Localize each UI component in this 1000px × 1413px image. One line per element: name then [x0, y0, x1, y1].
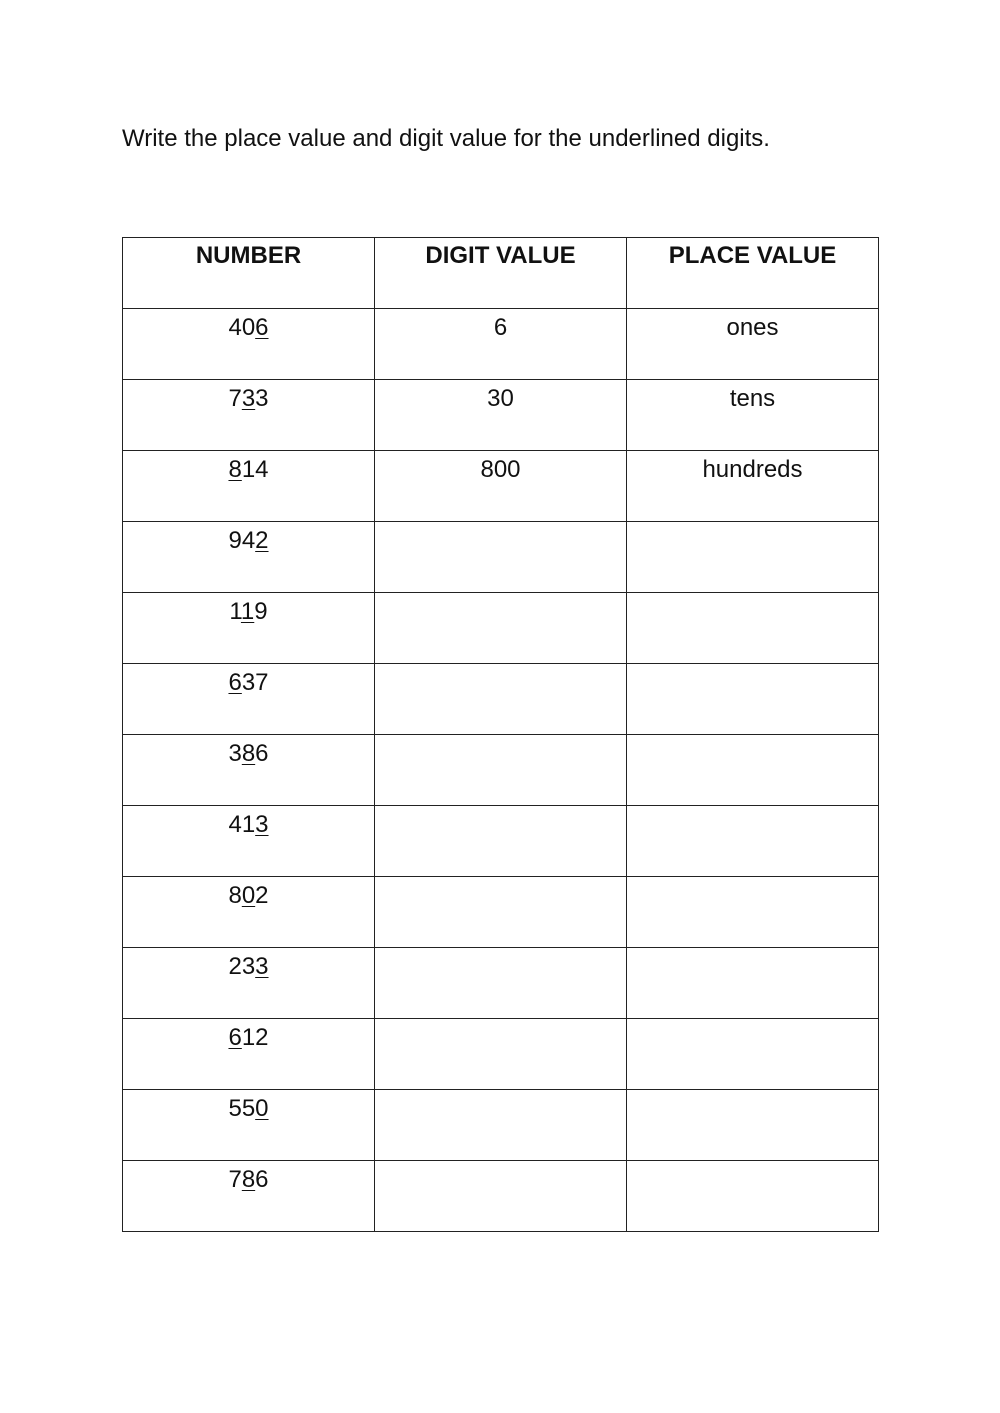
digit-value-text: 800 — [480, 456, 521, 483]
number-digits-after: 9 — [254, 598, 268, 625]
number-digits-before: 55 — [228, 1095, 256, 1122]
underlined-digit: 3 — [241, 385, 256, 412]
underlined-digit: 8 — [241, 1166, 256, 1193]
place-value-cell[interactable] — [627, 380, 879, 451]
number-digits-after: 12 — [241, 1024, 269, 1051]
table-row — [123, 806, 879, 877]
underlined-digit: 0 — [255, 1095, 269, 1122]
number-digits-before: 7 — [228, 385, 242, 412]
place-value-cell[interactable] — [627, 877, 879, 948]
underlined-digit: 1 — [240, 598, 255, 625]
number-text — [228, 1090, 268, 1121]
number-cell — [123, 522, 375, 593]
digit-value-text: 6 — [493, 314, 508, 341]
number-digits-before: 41 — [228, 811, 256, 838]
number-text — [228, 735, 268, 766]
number-text — [228, 451, 268, 482]
number-text — [228, 309, 268, 340]
digit-value-cell[interactable] — [375, 1161, 627, 1232]
number-digits-before: 23 — [228, 953, 256, 980]
number-cell — [123, 806, 375, 877]
digit-value-cell[interactable] — [375, 735, 627, 806]
number-digits-after: 6 — [255, 1166, 269, 1193]
table-row — [123, 1019, 879, 1090]
table-row — [123, 309, 879, 380]
number-digits-after: 14 — [241, 456, 269, 483]
table-row — [123, 380, 879, 451]
place-value-cell[interactable] — [627, 1090, 879, 1161]
number-text — [228, 1019, 268, 1050]
number-cell — [123, 380, 375, 451]
place-value-text: ones — [726, 314, 779, 341]
number-digits-before: 94 — [228, 527, 256, 554]
number-cell — [123, 1090, 375, 1161]
digit-value-cell[interactable] — [375, 948, 627, 1019]
underlined-digit: 2 — [255, 527, 269, 554]
place-value-cell[interactable] — [627, 948, 879, 1019]
number-cell — [123, 309, 375, 380]
place-value-cell[interactable] — [627, 806, 879, 877]
underlined-digit: 8 — [228, 456, 242, 483]
number-text — [228, 380, 268, 411]
header-digit-value: DIGIT VALUE — [375, 238, 627, 309]
number-cell — [123, 1019, 375, 1090]
number-digits-before: 8 — [228, 882, 242, 909]
table-row — [123, 451, 879, 522]
number-text — [229, 593, 267, 624]
number-digits-before: 3 — [228, 740, 242, 767]
number-digits-before: 7 — [228, 1166, 242, 1193]
number-cell — [123, 735, 375, 806]
underlined-digit: 6 — [255, 314, 269, 341]
digit-value-cell[interactable] — [375, 1090, 627, 1161]
table-row — [123, 664, 879, 735]
digit-value-cell[interactable] — [375, 380, 627, 451]
number-cell — [123, 593, 375, 664]
number-text — [228, 877, 268, 908]
number-digits-before: 1 — [229, 598, 241, 625]
number-cell — [123, 451, 375, 522]
table-row — [123, 593, 879, 664]
place-value-cell[interactable] — [627, 1019, 879, 1090]
table-row — [123, 877, 879, 948]
number-text — [228, 806, 268, 837]
underlined-digit: 0 — [241, 882, 256, 909]
number-cell — [123, 877, 375, 948]
number-cell — [123, 1161, 375, 1232]
table-header-row — [123, 238, 879, 309]
place-value-text: tens — [729, 385, 776, 412]
place-value-cell[interactable] — [627, 593, 879, 664]
underlined-digit: 6 — [228, 1024, 242, 1051]
place-value-cell[interactable] — [627, 664, 879, 735]
number-cell — [123, 664, 375, 735]
instructions-text: Write the place value and digit value for the underlined digits. — [122, 125, 770, 152]
table-row — [123, 1161, 879, 1232]
header-place-value: PLACE VALUE — [627, 238, 879, 309]
place-value-table — [122, 237, 879, 1232]
underlined-digit: 8 — [241, 740, 256, 767]
number-digits-after: 2 — [255, 882, 269, 909]
digit-value-cell[interactable] — [375, 593, 627, 664]
number-digits-before: 40 — [228, 314, 256, 341]
table-row — [123, 735, 879, 806]
place-value-cell[interactable] — [627, 309, 879, 380]
digit-value-cell[interactable] — [375, 877, 627, 948]
header-number: NUMBER — [123, 238, 375, 309]
number-digits-after: 37 — [241, 669, 269, 696]
number-text — [228, 522, 268, 553]
place-value-cell[interactable] — [627, 735, 879, 806]
digit-value-text: 30 — [487, 385, 514, 412]
place-value-cell[interactable] — [627, 522, 879, 593]
table-row — [123, 948, 879, 1019]
table-row — [123, 522, 879, 593]
number-text — [228, 664, 268, 695]
number-digits-after: 3 — [255, 385, 269, 412]
place-value-cell[interactable] — [627, 451, 879, 522]
number-digits-after: 6 — [255, 740, 269, 767]
digit-value-cell[interactable] — [375, 309, 627, 380]
number-text — [228, 948, 268, 979]
place-value-cell[interactable] — [627, 1161, 879, 1232]
digit-value-cell[interactable] — [375, 522, 627, 593]
underlined-digit: 6 — [228, 669, 242, 696]
underlined-digit: 3 — [255, 953, 269, 980]
underlined-digit: 3 — [255, 811, 269, 838]
digit-value-cell[interactable] — [375, 451, 627, 522]
digit-value-cell[interactable] — [375, 1019, 627, 1090]
number-text — [228, 1161, 268, 1192]
number-cell — [123, 948, 375, 1019]
digit-value-cell[interactable] — [375, 664, 627, 735]
digit-value-cell[interactable] — [375, 806, 627, 877]
table-row — [123, 1090, 879, 1161]
place-value-text: hundreds — [702, 456, 803, 483]
